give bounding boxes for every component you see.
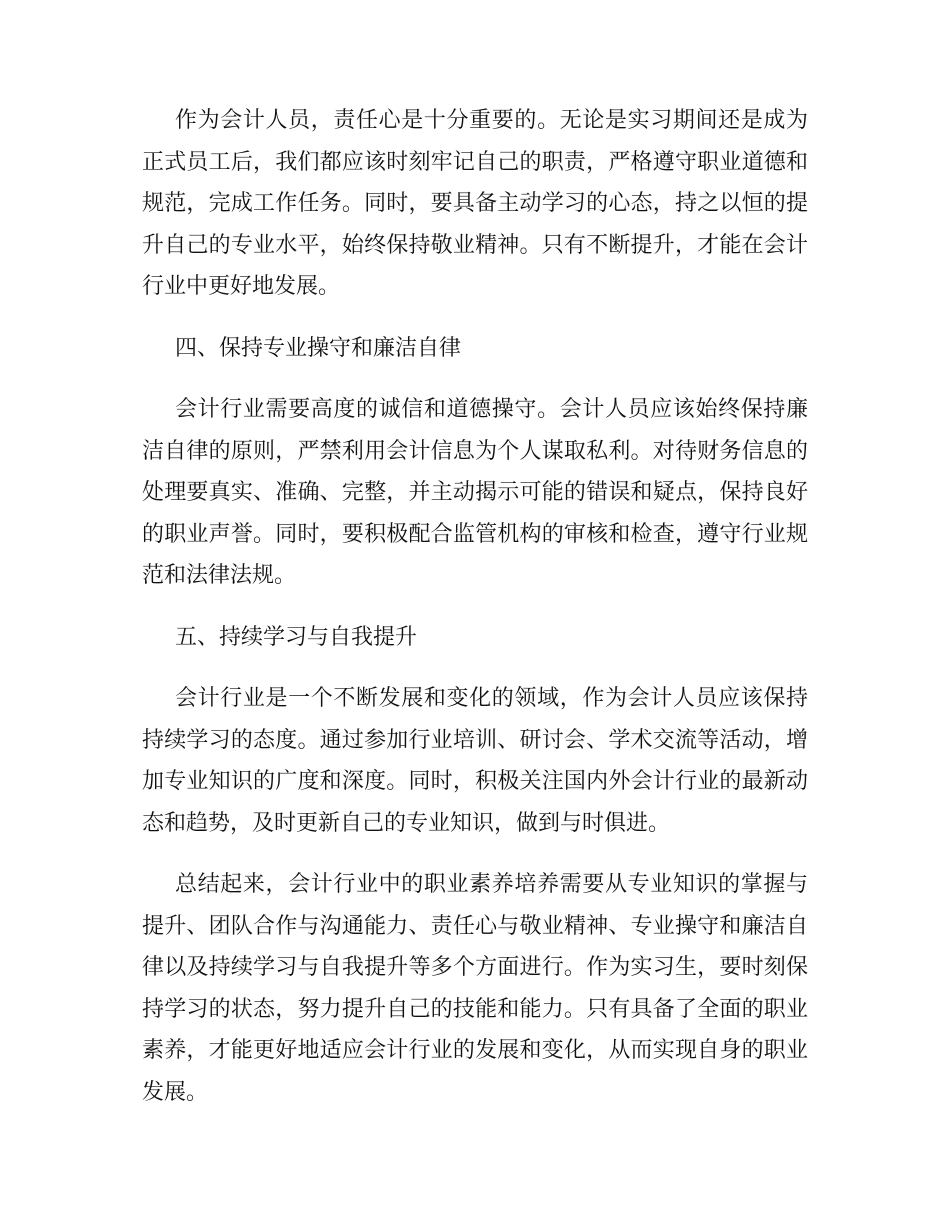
heading-section-5: 五、持续学习与自我提升 [175, 624, 418, 650]
document-body [142, 100, 808, 1133]
heading-section-4: 四、保持专业操守和廉洁自律 [175, 335, 462, 361]
paragraph-integrity: 会计行业需要高度的诚信和道德操守。会计人员应该始终保持廉洁自律的原则，严禁利用会计信息为个人谋取私利。对待财务信息的处理要真实、准确、完整，并主动揭示可能的错误和疑点，保持良好的职业声誉。同时，要积极配合监管机构的审核和检查，遵守行业规范和法律法规。 [142, 397, 808, 588]
paragraph-learning: 会计行业是一个不断发展和变化的领域，作为会计人员应该保持持续学习的态度。通过参加行业培训、研讨会、学术交流等活动，增加专业知识的广度和深度。同时，积极关注国内外会计行业的最新动态和趋势，及时更新自己的专业知识，做到与时俱进。 [142, 686, 808, 836]
paragraph-responsibility: 作为会计人员，责任心是十分重要的。无论是实习期间还是成为正式员工后，我们都应该时刻牢记自己的职责，严格遵守职业道德和规范，完成工作任务。同时，要具备主动学习的心态，持之以恒的提升自己的专业水平，始终保持敬业精神。只有不断提升，才能在会计行业中更好地发展。 [142, 108, 808, 299]
paragraph-summary: 总结起来，会计行业中的职业素养培养需要从专业知识的掌握与提升、团队合作与沟通能力、责任心与敬业精神、专业操守和廉洁自律以及持续学习与自我提升等多个方面进行。作为实习生，要时刻保持学习的状态，努力提升自己的技能和能力。只有具备了全面的职业素养，才能更好地适应会计行业的发展和变化，从而实现自身的职业发展。 [142, 872, 808, 1105]
